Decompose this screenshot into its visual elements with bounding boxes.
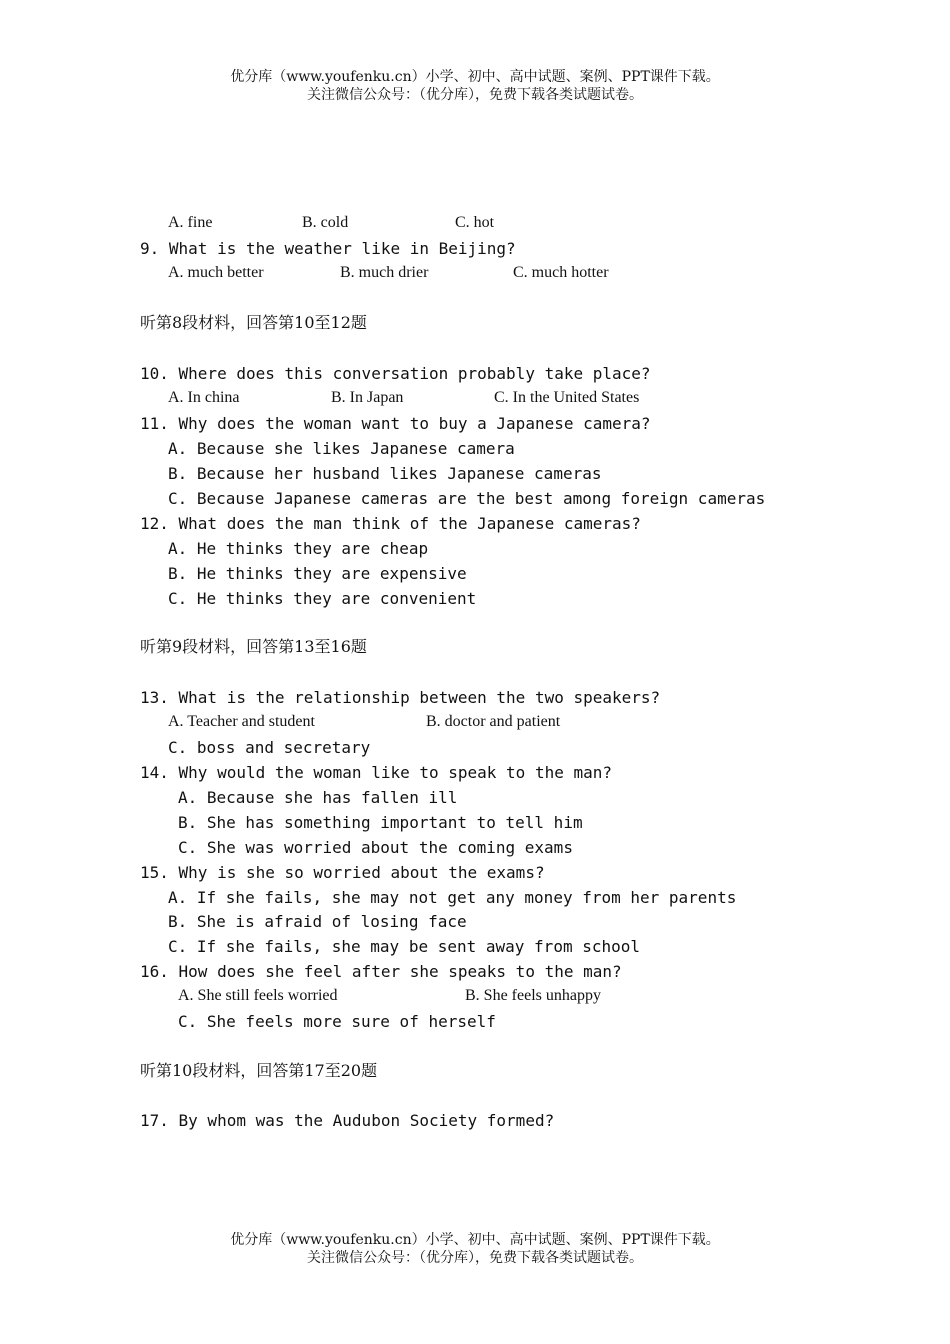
q15-option-a: A. If she fails, she may not get any money from her parents bbox=[168, 888, 737, 907]
q14-question: 14. Why would the woman like to speak to the man? bbox=[140, 763, 613, 782]
q15-question: 15. Why is she so worried about the exams? bbox=[140, 863, 545, 882]
q13-option-c: C. boss and secretary bbox=[168, 738, 371, 757]
q9-option-a: A. much better bbox=[168, 264, 264, 281]
q11-option-b: B. Because her husband likes Japanese cameras bbox=[168, 464, 602, 483]
section-heading-10: 听第10段材料，回答第17至20题 bbox=[140, 1061, 378, 1080]
q12-question: 12. What does the man think of the Japanese cameras? bbox=[140, 514, 641, 533]
section-heading-9: 听第9段材料，回答第13至16题 bbox=[140, 637, 367, 656]
page-footer bbox=[0, 1231, 950, 1267]
q10-option-c: C. In the United States bbox=[494, 389, 640, 406]
q11-option-a: A. Because she likes Japanese camera bbox=[168, 439, 515, 458]
header-line-2: 关注微信公众号：（优分库），免费下载各类试题试卷。 bbox=[307, 87, 643, 103]
q16-option-b: B. She feels unhappy bbox=[465, 987, 601, 1004]
q16-option-a: A. She still feels worried bbox=[178, 987, 338, 1004]
q16-option-c: C. She feels more sure of herself bbox=[178, 1012, 496, 1031]
q9-option-b: B. much drier bbox=[340, 264, 429, 281]
page-header bbox=[0, 68, 950, 104]
footer-line-1: 优分库（www.youfenku.cn）小学、初中、高中试题、案例、PPT课件下载。 bbox=[230, 1232, 720, 1248]
q16-options-row bbox=[178, 987, 678, 1007]
q13-options-row bbox=[168, 713, 648, 733]
header-line-1: 优分库（www.youfenku.cn）小学、初中、高中试题、案例、PPT课件下载。 bbox=[230, 69, 720, 85]
q16-question: 16. How does she feel after she speaks to the man? bbox=[140, 962, 622, 981]
q12-option-b: B. He thinks they are expensive bbox=[168, 564, 467, 583]
q11-option-c: C. Because Japanese cameras are the best among foreign cameras bbox=[168, 489, 766, 508]
q15-option-c: C. If she fails, she may be sent away from school bbox=[168, 937, 641, 956]
q8-option-b: B. cold bbox=[302, 214, 349, 231]
q9-options bbox=[168, 264, 688, 284]
q13-option-a: A. Teacher and student bbox=[168, 713, 315, 730]
q10-option-a: A. In china bbox=[168, 389, 240, 406]
q8-option-a: A. fine bbox=[168, 214, 213, 231]
q15-option-b: B. She is afraid of losing face bbox=[168, 912, 467, 931]
q12-option-c: C. He thinks they are convenient bbox=[168, 589, 477, 608]
q14-option-c: C. She was worried about the coming exams bbox=[178, 838, 573, 857]
q17-question: 17. By whom was the Audubon Society formed? bbox=[140, 1111, 555, 1130]
footer-line-2: 关注微信公众号：（优分库），免费下载各类试题试卷。 bbox=[307, 1250, 643, 1266]
q9-question: 9. What is the weather like in Beijing? bbox=[140, 239, 516, 258]
q10-option-b: B. In Japan bbox=[331, 389, 404, 406]
q14-option-a: A. Because she has fallen ill bbox=[178, 788, 458, 807]
q14-option-b: B. She has something important to tell him bbox=[178, 813, 583, 832]
q13-question: 13. What is the relationship between the two speakers? bbox=[140, 688, 661, 707]
q10-question: 10. Where does this conversation probably take place? bbox=[140, 364, 651, 383]
q12-option-a: A. He thinks they are cheap bbox=[168, 539, 429, 558]
q9-option-c: C. much hotter bbox=[513, 264, 609, 281]
q8-option-c: C. hot bbox=[455, 214, 495, 231]
q11-question: 11. Why does the woman want to buy a Japanese camera? bbox=[140, 414, 651, 433]
section-heading-8: 听第8段材料，回答第10至12题 bbox=[140, 313, 367, 332]
q13-option-b: B. doctor and patient bbox=[426, 713, 561, 730]
q10-options bbox=[168, 389, 748, 409]
q8-options bbox=[168, 214, 568, 234]
